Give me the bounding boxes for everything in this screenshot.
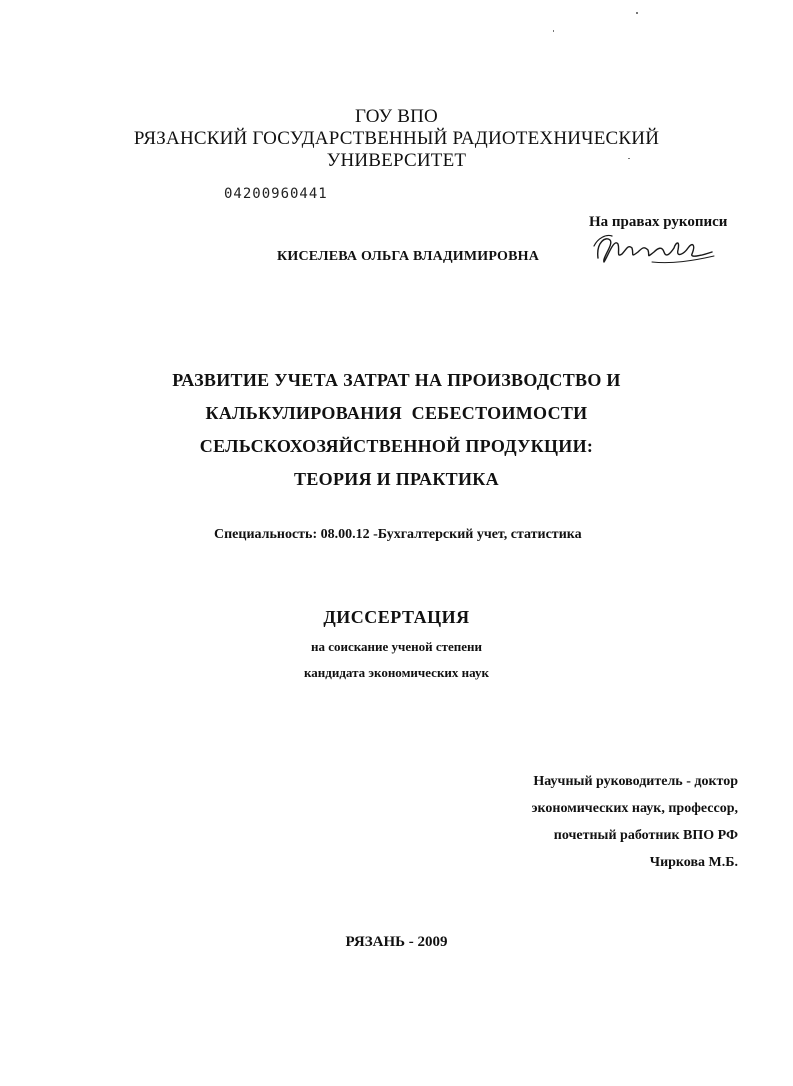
degree-line-1: на соискание ученой степени [310, 639, 483, 654]
institution-line-1: ГОУ ВПО [355, 106, 438, 127]
scientific-advisor [531, 768, 738, 876]
registry-code: 04200960441 [224, 186, 328, 202]
degree-info [0, 634, 793, 686]
institution-header [0, 106, 793, 172]
advisor-line-2: экономических наук, профессор, [531, 801, 738, 816]
city-year: РЯЗАНЬ - 2009 [345, 934, 448, 950]
institution-line-2: РЯЗАНСКИЙ ГОСУДАРСТВЕННЫЙ РАДИОТЕХНИЧЕСКИЙ [133, 128, 660, 149]
document-type: ДИССЕРТАЦИЯ [323, 607, 470, 627]
manuscript-note: На правах рукописи [589, 214, 728, 230]
dissertation-title [0, 364, 793, 496]
title-line-1: РАЗВИТИЕ УЧЕТА ЗАТРАТ НА ПРОИЗВОДСТВО И [172, 370, 621, 390]
author-signature [592, 228, 717, 270]
title-line-3: СЕЛЬСКОХОЗЯЙСТВЕННОЙ ПРОДУКЦИИ: [199, 436, 594, 456]
degree-line-2: кандидата экономических наук [304, 665, 489, 680]
author-name: КИСЕЛЕВА ОЛЬГА ВЛАДИМИРОВНА [277, 249, 540, 264]
institution-line-3: УНИВЕРСИТЕТ [326, 150, 467, 171]
scan-speck [553, 30, 554, 32]
scan-speck [636, 12, 638, 14]
advisor-line-3: почетный работник ВПО РФ [553, 828, 738, 843]
title-line-2: КАЛЬКУЛИРОВАНИЯ СЕБЕСТОИМОСТИ [205, 403, 588, 423]
title-line-4: ТЕОРИЯ И ПРАКТИКА [294, 469, 499, 489]
specialty: Специальность: 08.00.12 -Бухгалтерский учет, статистика [214, 527, 582, 542]
advisor-line-1: Научный руководитель - доктор [533, 774, 738, 789]
advisor-line-4: Чиркова М.Б. [649, 855, 738, 870]
